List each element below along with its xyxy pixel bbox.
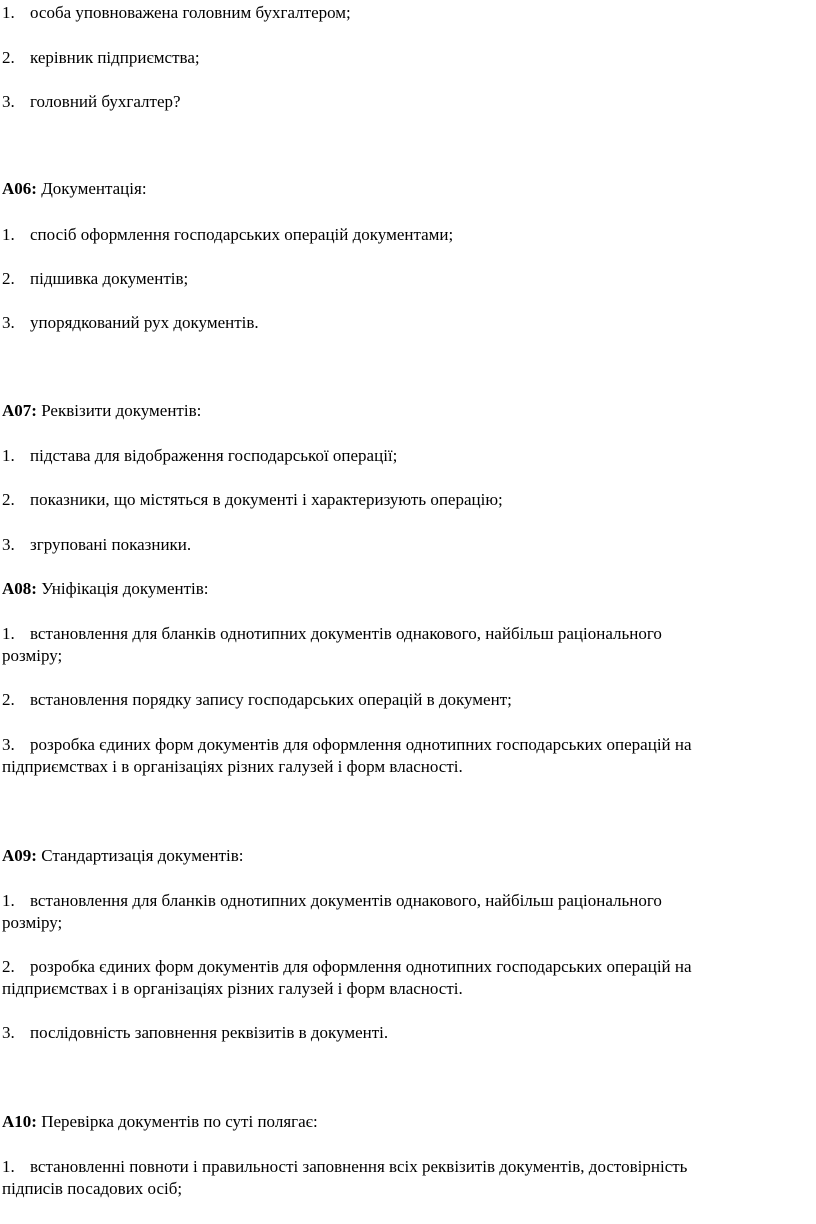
- option-text: особа уповноважена головним бухгалтером;: [30, 3, 351, 22]
- question-title: Уніфікація документів:: [41, 579, 209, 598]
- question-id: A08:: [2, 579, 37, 598]
- list-item: [2, 1022, 388, 1044]
- question-title: Стандартизація документів:: [41, 846, 244, 865]
- question-title: Перевірка документів по суті полягає:: [41, 1112, 318, 1131]
- option-number: 2.: [2, 269, 15, 288]
- option-text: спосіб оформлення господарських операцій документами;: [30, 225, 454, 244]
- list-item: [2, 268, 188, 290]
- question-title: Документація:: [41, 179, 147, 198]
- list-item: [2, 224, 453, 246]
- question-title: Реквізити документів:: [41, 401, 202, 420]
- option-text-continuation: розміру;: [2, 913, 63, 932]
- question-heading: [2, 845, 244, 867]
- option-text: послідовність заповнення реквізитів в документі.: [30, 1023, 389, 1042]
- option-number: 1.: [2, 446, 15, 465]
- option-number: 3.: [2, 735, 15, 754]
- list-item: [2, 445, 397, 467]
- option-text: встановлення для бланків однотипних документів однакового, найбільш раціонального: [30, 891, 662, 910]
- option-number: 2.: [2, 957, 15, 976]
- question-id: A06:: [2, 179, 37, 198]
- question-heading: [2, 178, 147, 200]
- list-item: [2, 489, 503, 511]
- option-number: 3.: [2, 313, 15, 332]
- option-text: упорядкований рух документів.: [30, 313, 259, 332]
- option-text: встановлення порядку запису господарських операцій в документ;: [30, 690, 512, 709]
- option-number: 1.: [2, 624, 15, 643]
- question-id: A07:: [2, 401, 37, 420]
- option-text: розробка єдиних форм документів для оформлення однотипних господарських операцій на: [30, 735, 692, 754]
- list-item: [2, 956, 692, 978]
- option-text-continuation: підприємствах і в організаціях різних галузей і форм власності.: [2, 979, 463, 998]
- option-text: згруповані показники.: [30, 535, 192, 554]
- option-text: розробка єдиних форм документів для оформлення однотипних господарських операцій на: [30, 957, 692, 976]
- list-item: [2, 534, 191, 556]
- question-heading: [2, 578, 209, 600]
- list-item: [2, 890, 662, 912]
- option-text: встановлення для бланків однотипних документів однакового, найбільш раціонального: [30, 624, 662, 643]
- list-item: [2, 734, 692, 756]
- question-heading: [2, 400, 201, 422]
- option-number: 1.: [2, 3, 15, 22]
- option-number: 2.: [2, 48, 15, 67]
- list-item: [2, 91, 181, 113]
- option-text: головний бухгалтер?: [30, 92, 181, 111]
- list-item: [2, 2, 351, 24]
- option-text: підшивка документів;: [30, 269, 189, 288]
- option-text: підстава для відображення господарської операції;: [30, 446, 398, 465]
- option-text: показники, що містяться в документі і характеризують операцію;: [30, 490, 503, 509]
- option-number: 1.: [2, 225, 15, 244]
- option-number: 3.: [2, 92, 15, 111]
- list-item: [2, 689, 512, 711]
- option-number: 3.: [2, 1023, 15, 1042]
- option-text: керівник підприємства;: [30, 48, 200, 67]
- option-text-continuation: розміру;: [2, 646, 63, 665]
- list-item: [2, 1156, 687, 1178]
- option-number: 3.: [2, 535, 15, 554]
- option-number: 2.: [2, 490, 15, 509]
- option-number: 1.: [2, 891, 15, 910]
- list-item: [2, 312, 259, 334]
- option-text: встановленні повноти і правильності заповнення всіх реквізитів документів, достовірність: [30, 1157, 688, 1176]
- question-id: A10:: [2, 1112, 37, 1131]
- option-number: 2.: [2, 690, 15, 709]
- question-id: A09:: [2, 846, 37, 865]
- option-text-continuation: підписів посадових осіб;: [2, 1179, 183, 1198]
- list-item: [2, 623, 662, 645]
- question-heading: [2, 1111, 318, 1133]
- list-item: [2, 47, 200, 69]
- option-number: 1.: [2, 1157, 15, 1176]
- option-text-continuation: підприємствах і в організаціях різних галузей і форм власності.: [2, 757, 463, 776]
